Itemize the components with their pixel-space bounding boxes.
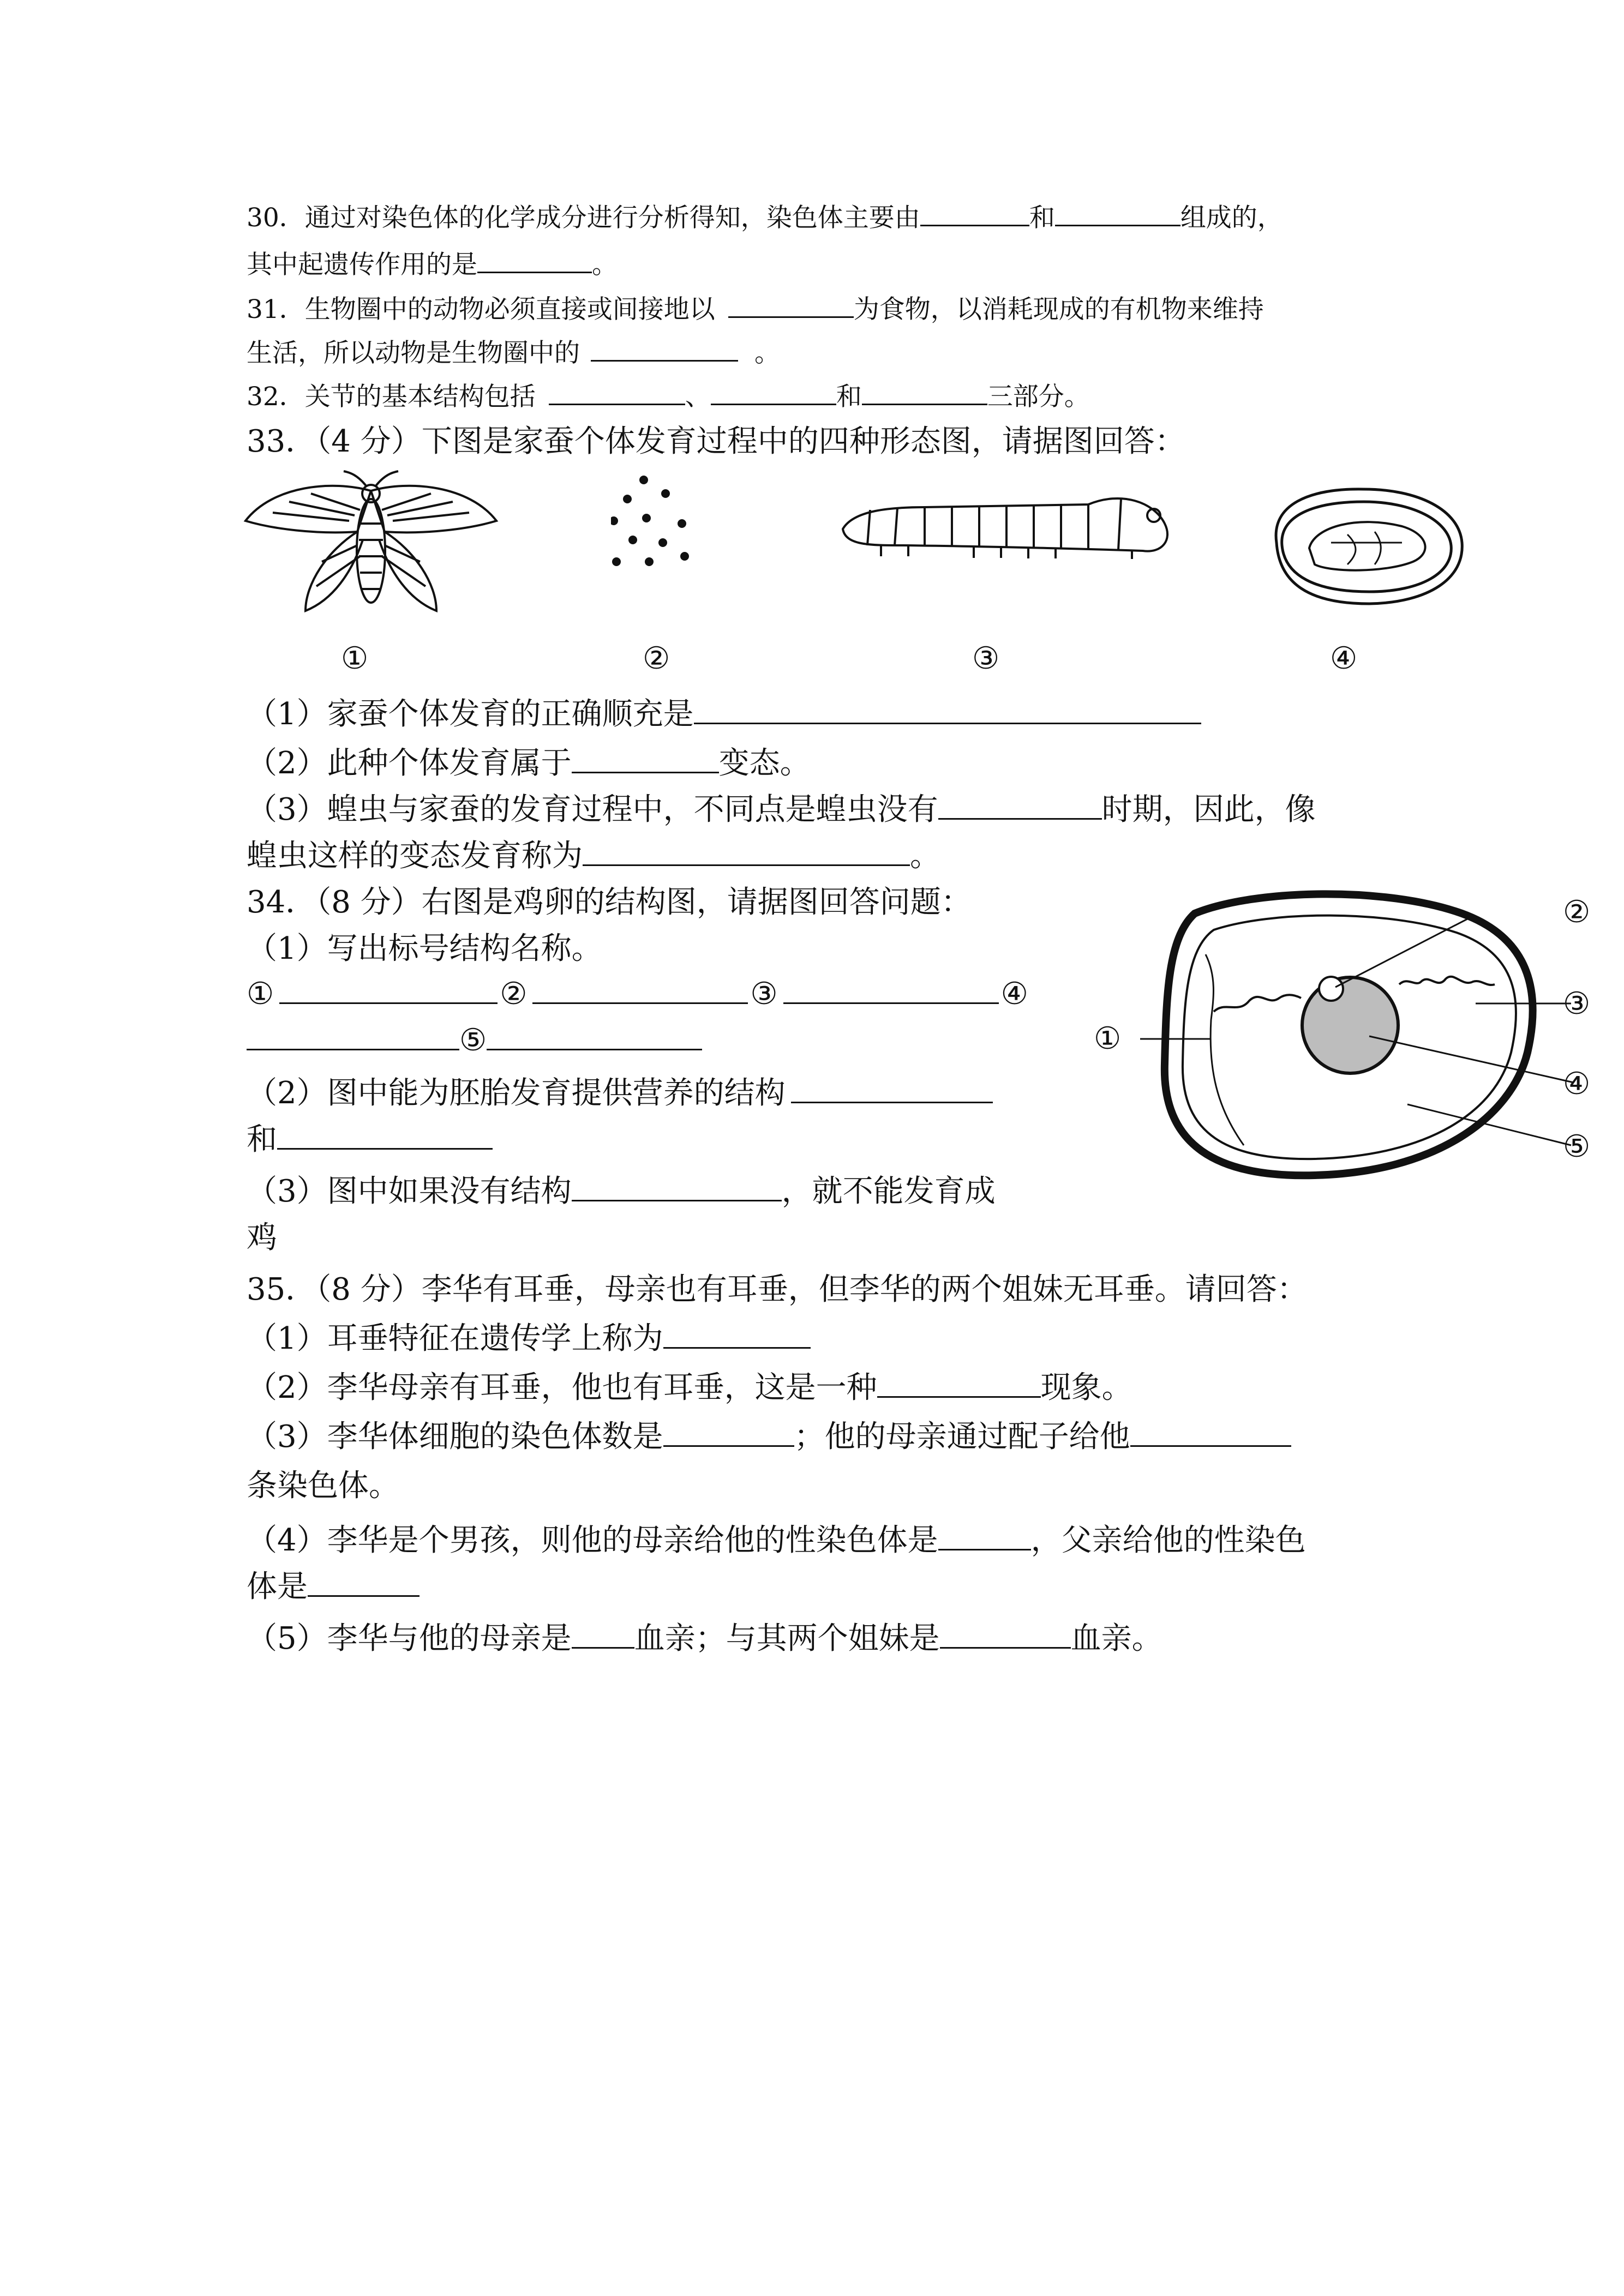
q34-blank-7[interactable] [277,1119,493,1150]
stage-label-2: ② [643,641,670,676]
q34-marks-row2: ⑤ [247,1020,702,1058]
q34-blank-3[interactable] [783,973,999,1004]
q35-blank-3[interactable] [663,1416,794,1447]
egg-label-4: ④ [1563,1066,1591,1102]
q34-marks-row1: ① ② ③ ④ [247,973,1028,1012]
q35-blank-2[interactable] [877,1367,1041,1398]
q35-blank-1[interactable] [663,1318,811,1349]
egg-label-3: ③ [1563,986,1591,1021]
q30-blank-2[interactable] [1055,200,1180,226]
q34-blank-8[interactable] [572,1171,782,1201]
stage-label-4: ④ [1330,641,1358,676]
q35-p4-line2: 体是 [247,1562,420,1606]
stage-label-3: ③ [972,641,1000,676]
q35-p2: （2）李华母亲有耳垂，他也有耳垂，这是一种 现象。 [247,1363,1132,1407]
eggs-figure [611,469,720,578]
larva-figure [837,485,1176,562]
q35-blank-5[interactable] [938,1520,1031,1550]
q30-line1: 30．通过对染色体的化学成分进行分析得知，染色体主要由 和 组成的， [247,197,1283,234]
q33-p3: （3）蝗虫与家蚕的发育过程中，不同点是蝗虫没有 时期，因此，像 [247,785,1316,829]
q35-title: 35．（8 分）李华有耳垂，母亲也有耳垂，但李华的两个姐妹无耳垂。请回答： [247,1272,1308,1307]
q31-blank-2[interactable] [591,335,738,362]
q32-line: 32．关节的基本结构包括 、 和 三部分。 [247,376,1090,413]
q34-blank-1[interactable] [279,973,498,1004]
q33-p2: （2）此种个体发育属于 变态。 [247,739,811,783]
q30-blank-3[interactable] [477,247,592,273]
q33-blank-2[interactable] [572,743,719,773]
q33-blank-1[interactable] [694,694,1201,724]
q35-blank-4[interactable] [1130,1416,1291,1447]
q33-p3-line2: 蝗虫这样的变态发育称为 。 [247,832,940,875]
q30-blank-1[interactable] [920,200,1029,226]
q34-p3: （3）图中如果没有结构 ，就不能发育成 [247,1167,996,1211]
q35-p3-line2: 条染色体。 [247,1468,399,1504]
q35-blank-6[interactable] [308,1566,420,1597]
q34-p2: （2）图中能为胚胎发育提供营养的结构 [247,1069,993,1113]
q30-line2: 其中起遗传作用的是 。 [247,244,618,281]
stage-label-1: ① [341,641,369,676]
q35-p3: （3）李华体细胞的染色体数是 ；他的母亲通过配子给他 [247,1413,1291,1456]
q31-line2: 生活，所以动物是生物圈中的 。 [247,333,780,369]
q31-line1: 31．生物圈中的动物必须直接或间接地以 为食物，以消耗现成的有机物来维持 [247,289,1264,326]
q34-p1: （1）写出标号结构名称。 [247,931,602,966]
q35-p5: （5）李华与他的母亲是 血亲；与其两个姐妹是 血亲。 [247,1614,1162,1658]
q34-p2-line2: 和 [247,1115,493,1159]
q35-blank-8[interactable] [940,1618,1071,1649]
q32-blank-1[interactable] [549,379,685,405]
egg-label-2: ② [1563,894,1591,930]
q33-p1: （1）家蚕个体发育的正确顺充是 [247,690,1201,734]
q33-blank-4[interactable] [583,836,910,866]
q34-p3-line2: 鸡 [247,1220,277,1255]
q34-blank-2[interactable] [532,973,748,1004]
q34-title: 34．（8 分）右图是鸡卵的结构图，请据图回答问题： [247,885,972,920]
q35-p1: （1）耳垂特征在遗传学上称为 [247,1314,811,1358]
cocoon-figure [1266,483,1467,608]
q35-p4: （4）李华是个男孩，则他的母亲给他的性染色体是 ，父亲给他的性染色 [247,1516,1306,1560]
q33-title: 33．（4 分）下图是家蚕个体发育过程中的四种形态图，请据图回答： [247,424,1185,459]
q34-blank-4[interactable] [247,1020,459,1050]
q34-blank-5[interactable] [487,1020,702,1050]
egg-label-1: ① [1094,1021,1122,1056]
q34-blank-6[interactable] [791,1073,993,1103]
q32-blank-2[interactable] [711,379,836,405]
q35-blank-7[interactable] [572,1618,634,1649]
q32-blank-3[interactable] [862,379,987,405]
q33-blank-3[interactable] [938,789,1102,820]
egg-structure-diagram [1080,889,1604,1194]
egg-label-5: ⑤ [1563,1129,1591,1164]
q31-blank-1[interactable] [728,292,854,318]
moth-figure [240,469,502,616]
